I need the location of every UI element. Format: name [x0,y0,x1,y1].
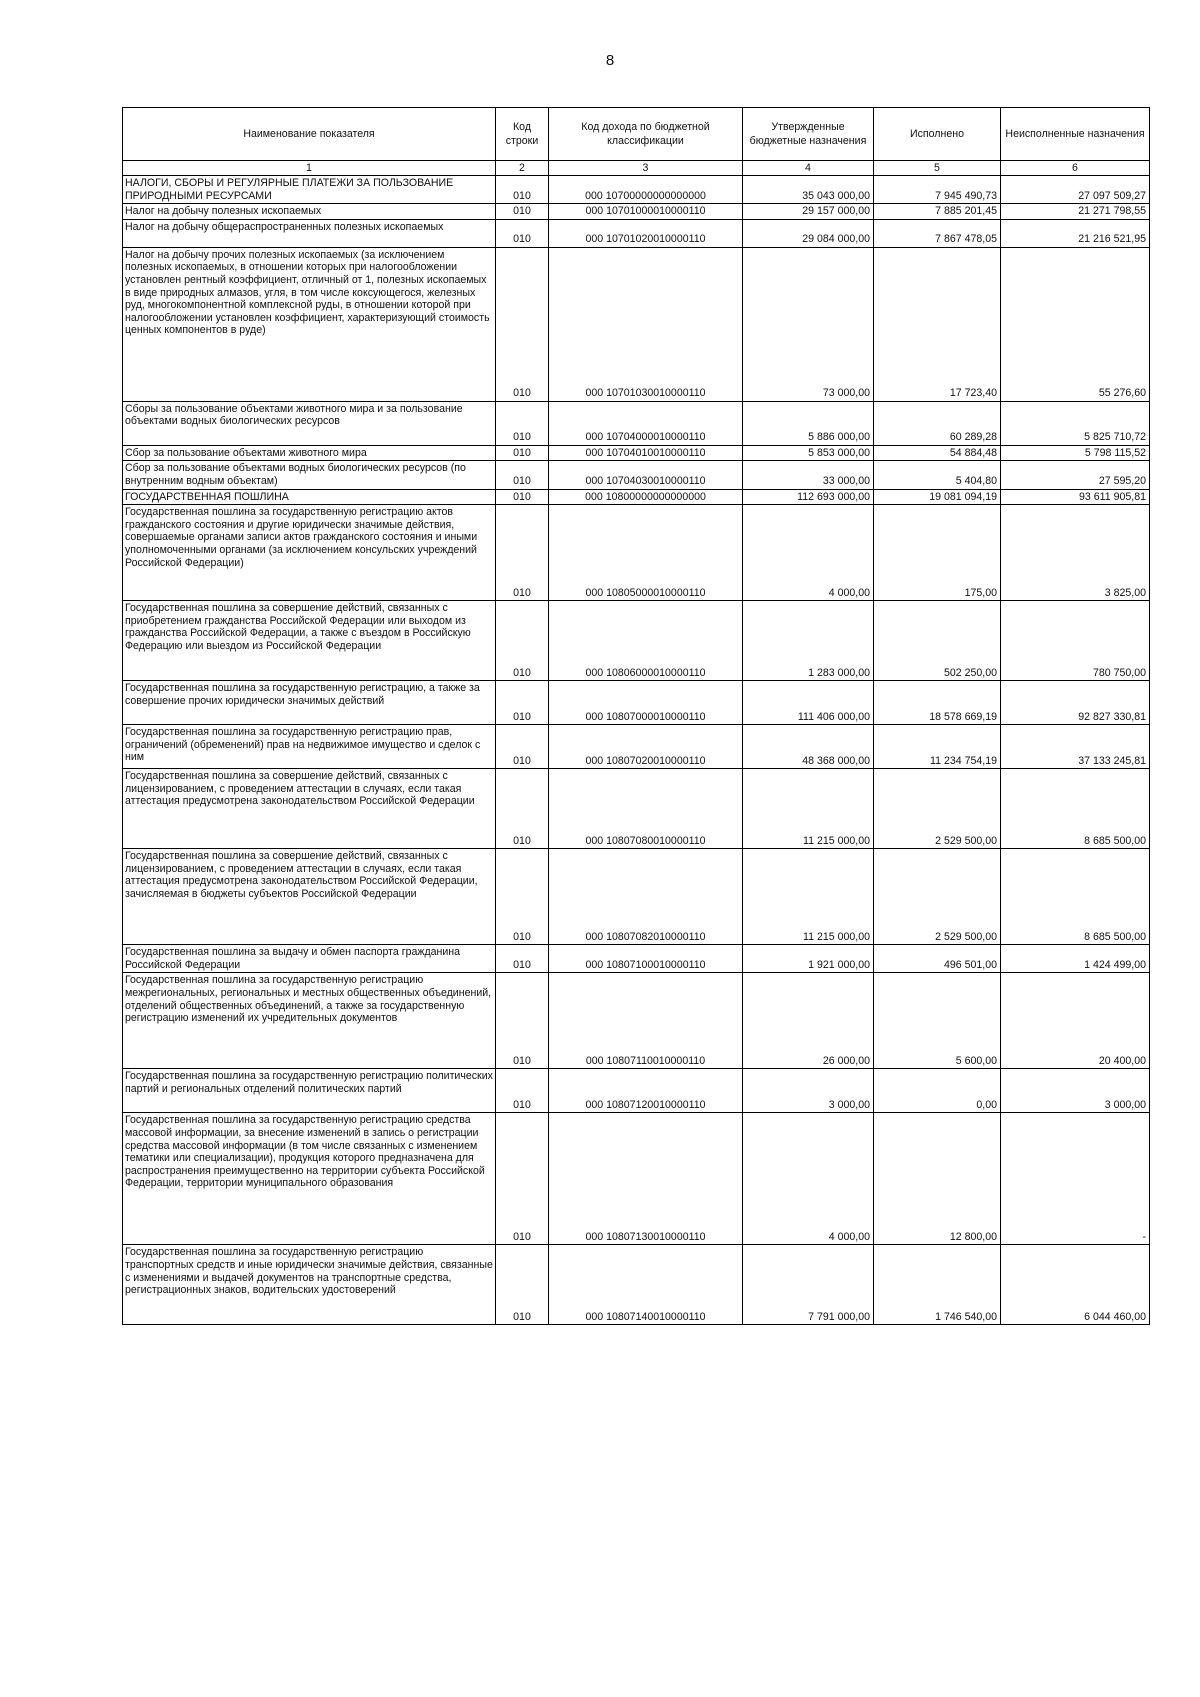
row-executed: 0,00 [874,1069,1001,1113]
row-approved: 4 000,00 [743,1113,874,1245]
column-number: 5 [874,161,1001,176]
row-executed: 7 885 201,45 [874,204,1001,220]
row-executed: 18 578 669,19 [874,681,1001,725]
row-approved: 33 000,00 [743,461,874,489]
page-number: 8 [605,52,615,69]
table-row [123,461,1150,489]
row-name: Сбор за пользование объектами водных биологических ресурсов (по внутренним водным объектам) [123,461,496,489]
row-approved: 111 406 000,00 [743,681,874,725]
row-name: Государственная пошлина за совершение действий, связанных с лицензированием, с проведением аттестации в случаях, если такая аттестация предусмотрена законодательством Российской Федерации [123,769,496,849]
row-unexecuted: 8 685 500,00 [1001,769,1150,849]
table-row [123,973,1150,1069]
row-unexecuted: 780 750,00 [1001,601,1150,681]
row-approved: 29 084 000,00 [743,219,874,247]
column-number: 4 [743,161,874,176]
header-approved: Утвержденные бюджетные назначения [743,108,874,161]
row-approved: 29 157 000,00 [743,204,874,220]
table-row [123,945,1150,973]
row-executed: 17 723,40 [874,247,1001,401]
row-kbk: 000 10807110010000110 [549,973,743,1069]
row-executed: 12 800,00 [874,1113,1001,1245]
header-unexecuted: Неисполненные назначения [1001,108,1150,161]
row-unexecuted: 1 424 499,00 [1001,945,1150,973]
row-approved: 26 000,00 [743,973,874,1069]
row-name: Налог на добычу полезных ископаемых [123,204,496,220]
row-executed: 11 234 754,19 [874,725,1001,769]
row-unexecuted: 3 000,00 [1001,1069,1150,1113]
row-name: Государственная пошлина за государственную регистрацию прав, ограничений (обременений) прав на недвижимое имущество и сделок с ним [123,725,496,769]
row-approved: 35 043 000,00 [743,176,874,204]
row-unexecuted: 27 097 509,27 [1001,176,1150,204]
row-line-code: 010 [496,204,549,220]
row-unexecuted: 3 825,00 [1001,505,1150,601]
row-line-code: 010 [496,725,549,769]
row-executed: 5 600,00 [874,973,1001,1069]
row-kbk: 000 10807020010000110 [549,725,743,769]
row-approved: 11 215 000,00 [743,769,874,849]
row-approved: 4 000,00 [743,505,874,601]
row-unexecuted: 92 827 330,81 [1001,681,1150,725]
row-line-code: 010 [496,973,549,1069]
row-line-code: 010 [496,1113,549,1245]
row-unexecuted: 8 685 500,00 [1001,849,1150,945]
row-kbk: 000 10807000010000110 [549,681,743,725]
row-kbk: 000 10701030010000110 [549,247,743,401]
row-line-code: 010 [496,849,549,945]
row-name: Государственная пошлина за совершение действий, связанных с приобретением гражданства Российской Федерации или выходом из гражданства Российской Федерации, а также с въездом в Российскую Федерацию или выездом из Российской Федерации [123,601,496,681]
row-executed: 2 529 500,00 [874,849,1001,945]
row-kbk: 000 10807082010000110 [549,849,743,945]
row-unexecuted: 21 216 521,95 [1001,219,1150,247]
row-line-code: 010 [496,401,549,445]
row-unexecuted: 37 133 245,81 [1001,725,1150,769]
row-unexecuted: 5 798 115,52 [1001,445,1150,461]
row-name: Государственная пошлина за государственную регистрацию межрегиональных, региональных и местных общественных объединений, отделений общественных объединений, а также за государственную регистрацию изменений их учредительных документов [123,973,496,1069]
table-row [123,219,1150,247]
row-line-code: 010 [496,219,549,247]
table-row [123,1245,1150,1325]
row-line-code: 010 [496,489,549,505]
row-name: Налог на добычу прочих полезных ископаемых (за исключением полезных ископаемых, в отношении которых при налогообложении установлен рентный коэффициент, отличный от 1, полезных ископаемых в виде природных алмазов, угля, в том числе коксующегося, железных руд, многокомпонентной комплексной руды, в отношении которой при налогообложении установлен коэффициент, характеризующий стоимость ценных компонентов в руде) [123,247,496,401]
table-row [123,445,1150,461]
row-executed: 7 867 478,05 [874,219,1001,247]
row-approved: 48 368 000,00 [743,725,874,769]
row-line-code: 010 [496,681,549,725]
header-line-code: Код строки [496,108,549,161]
table-row [123,681,1150,725]
row-executed: 496 501,00 [874,945,1001,973]
row-executed: 7 945 490,73 [874,176,1001,204]
row-unexecuted: 27 595,20 [1001,461,1150,489]
header-name: Наименование показателя [123,108,496,161]
table-row [123,1069,1150,1113]
column-number: 1 [123,161,496,176]
column-number: 3 [549,161,743,176]
row-executed: 60 289,28 [874,401,1001,445]
row-approved: 5 886 000,00 [743,401,874,445]
row-line-code: 010 [496,445,549,461]
header-executed: Исполнено [874,108,1001,161]
table-row [123,176,1150,204]
row-unexecuted: 55 276,60 [1001,247,1150,401]
row-kbk: 000 10807130010000110 [549,1113,743,1245]
row-approved: 3 000,00 [743,1069,874,1113]
row-approved: 11 215 000,00 [743,849,874,945]
row-kbk: 000 10704030010000110 [549,461,743,489]
row-kbk: 000 10807120010000110 [549,1069,743,1113]
row-kbk: 000 10806000010000110 [549,601,743,681]
row-line-code: 010 [496,461,549,489]
header-kbk: Код дохода по бюджетной классификации [549,108,743,161]
row-approved: 7 791 000,00 [743,1245,874,1325]
row-kbk: 000 10807140010000110 [549,1245,743,1325]
table-row [123,601,1150,681]
row-name: ГОСУДАРСТВЕННАЯ ПОШЛИНА [123,489,496,505]
row-kbk: 000 10805000010000110 [549,505,743,601]
row-executed: 19 081 094,19 [874,489,1001,505]
row-executed: 5 404,80 [874,461,1001,489]
row-executed: 175,00 [874,505,1001,601]
table-row [123,1113,1150,1245]
row-kbk: 000 10807100010000110 [549,945,743,973]
row-line-code: 010 [496,945,549,973]
row-name: Сбор за пользование объектами животного мира [123,445,496,461]
table-row [123,247,1150,401]
table-row [123,204,1150,220]
table-row [123,849,1150,945]
row-name: Государственная пошлина за совершение действий, связанных с лицензированием, с проведением аттестации в случаях, если такая аттестация предусмотрена законодательством Российской Федерации, зачисляемая в бюджеты субъектов Российской Федерации [123,849,496,945]
table-body [123,161,1150,1325]
row-line-code: 010 [496,505,549,601]
table-row [123,769,1150,849]
row-name: Государственная пошлина за государственную регистрацию политических партий и региональных отделений политических партий [123,1069,496,1113]
row-unexecuted: 20 400,00 [1001,973,1150,1069]
row-unexecuted: 21 271 798,55 [1001,204,1150,220]
row-unexecuted: 93 611 905,81 [1001,489,1150,505]
row-kbk: 000 10701000010000110 [549,204,743,220]
row-executed: 2 529 500,00 [874,769,1001,849]
row-name: Государственная пошлина за государственную регистрацию актов гражданского состояния и другие юридически значимые действия, совершаемые органами записи актов гражданского состояния и иными уполномоченными органами (за исключением консульских учреждений Российской Федерации) [123,505,496,601]
row-line-code: 010 [496,247,549,401]
row-kbk: 000 10807080010000110 [549,769,743,849]
row-unexecuted: 5 825 710,72 [1001,401,1150,445]
row-approved: 1 283 000,00 [743,601,874,681]
row-kbk: 000 10701020010000110 [549,219,743,247]
table-row [123,401,1150,445]
row-name: Государственная пошлина за государственную регистрацию транспортных средств и иные юридически значимые действия, связанные с изменениями и выдачей документов на транспортные средства, регистрационных знаков, водительских удостоверений [123,1245,496,1325]
column-number-row [123,161,1150,176]
column-number: 2 [496,161,549,176]
row-executed: 54 884,48 [874,445,1001,461]
row-name: Государственная пошлина за выдачу и обмен паспорта гражданина Российской Федерации [123,945,496,973]
row-line-code: 010 [496,1245,549,1325]
row-line-code: 010 [496,176,549,204]
row-name: Сборы за пользование объектами животного мира и за пользование объектами водных биологических ресурсов [123,401,496,445]
column-number: 6 [1001,161,1150,176]
row-name: Налог на добычу общераспространенных полезных ископаемых [123,219,496,247]
row-name: Государственная пошлина за государственную регистрацию, а также за совершение прочих юридически значимых действий [123,681,496,725]
row-approved: 1 921 000,00 [743,945,874,973]
row-line-code: 010 [496,1069,549,1113]
row-unexecuted: 6 044 460,00 [1001,1245,1150,1325]
row-kbk: 000 10800000000000000 [549,489,743,505]
row-name: НАЛОГИ, СБОРЫ И РЕГУЛЯРНЫЕ ПЛАТЕЖИ ЗА ПОЛЬЗОВАНИЕ ПРИРОДНЫМИ РЕСУРСАМИ [123,176,496,204]
row-line-code: 010 [496,769,549,849]
row-executed: 1 746 540,00 [874,1245,1001,1325]
row-line-code: 010 [496,601,549,681]
row-kbk: 000 10700000000000000 [549,176,743,204]
row-approved: 5 853 000,00 [743,445,874,461]
row-kbk: 000 10704010010000110 [549,445,743,461]
row-executed: 502 250,00 [874,601,1001,681]
table-header [123,108,1150,161]
row-kbk: 000 10704000010000110 [549,401,743,445]
row-unexecuted: - [1001,1113,1150,1245]
table-row [123,725,1150,769]
row-approved: 112 693 000,00 [743,489,874,505]
table-row [123,489,1150,505]
row-approved: 73 000,00 [743,247,874,401]
row-name: Государственная пошлина за государственную регистрацию средства массовой информации, за внесение изменений в запись о регистрации средства массовой информации (в том числе связанных с изменением тематики или специализации), продукция которого предназначена для распространения преимущественно на территории субъекта Российской Федерации, территории муниципального образования [123,1113,496,1245]
table-row [123,505,1150,601]
budget-execution-table [122,107,1150,1325]
